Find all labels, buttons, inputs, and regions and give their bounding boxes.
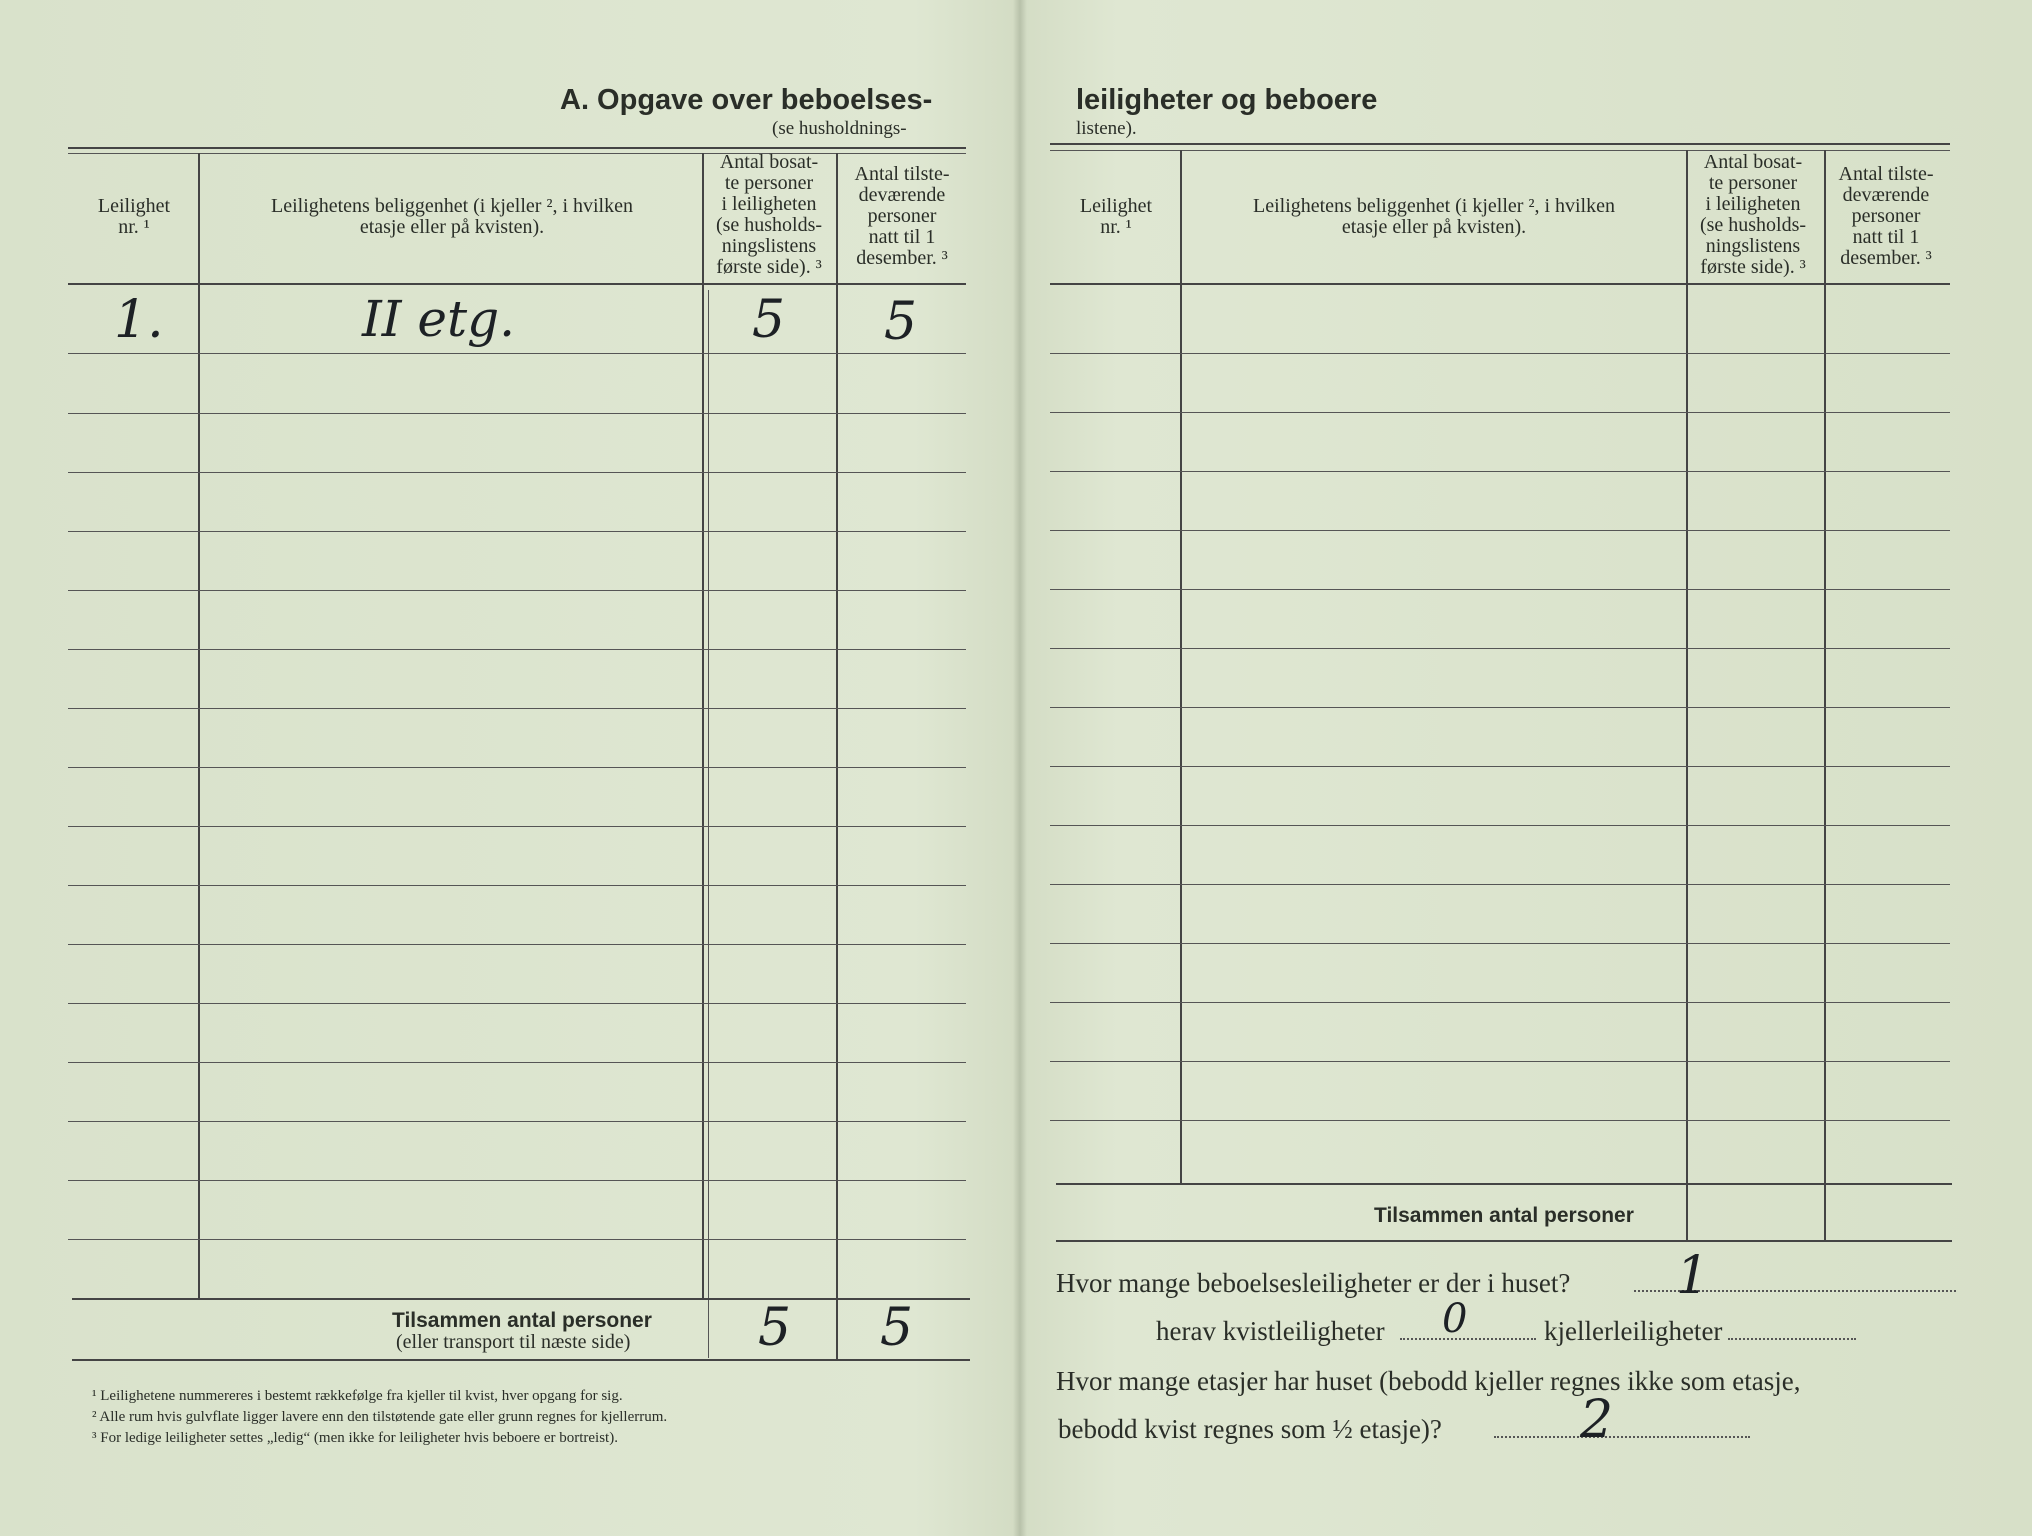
left-header-rule	[68, 283, 966, 285]
left-row-rule	[68, 413, 966, 414]
right-bottom-rule	[1056, 1240, 1952, 1242]
row-1-location: II etg.	[362, 290, 515, 348]
left-top-rule	[68, 147, 966, 149]
answer-line-cellar	[1728, 1338, 1856, 1340]
footnote-2: ² Alle rum hvis gulvflate ligger lavere enn den tilstøtende gate eller grunn regnes for kjellerrum.	[92, 1409, 668, 1425]
left-row-rule	[68, 1239, 966, 1240]
left-row-rule	[68, 1062, 966, 1063]
right-row-rule	[1050, 353, 1950, 354]
left-header-residents: Antal bosat- te personer i leiligheten (se husholds- ningslistens første side). ³	[715, 151, 823, 278]
answer-dwellings: 1	[1676, 1246, 1710, 1306]
left-total-sublabel: (eller transport til næste side)	[396, 1331, 631, 1353]
right-header-location: Leilighetens beliggenhet (i kjeller ², i hvilken etasje eller på kvisten).	[1252, 195, 1615, 238]
left-total-residents: 5	[758, 1298, 792, 1358]
right-row-rule	[1050, 943, 1950, 944]
answer-line-floors	[1494, 1436, 1750, 1438]
right-row-rule	[1050, 707, 1950, 708]
right-col-line-1	[1180, 150, 1182, 1183]
right-subtitle: listene).	[1076, 118, 1137, 139]
left-row-rule	[68, 353, 966, 354]
left-row-rule	[68, 472, 966, 473]
left-row-rule	[68, 767, 966, 768]
answer-attic-dwellings: 0	[1442, 1296, 1468, 1342]
left-header-nr: Leilighet nr. ¹	[97, 195, 171, 238]
right-row-rule	[1050, 1002, 1950, 1003]
footnote-1: ¹ Leilighetene nummereres i bestemt rækkefølge fra kjeller til kvist, hver opgang for sig.	[92, 1388, 623, 1404]
right-col-line-2	[1686, 150, 1688, 1242]
right-row-rule	[1050, 589, 1950, 590]
right-row-rule	[1050, 884, 1950, 885]
left-row-rule	[68, 590, 966, 591]
question-cellar-dwellings: kjellerleiligheter	[1544, 1316, 1723, 1346]
right-row-rule	[1050, 1061, 1950, 1062]
question-dwellings: Hvor mange beboelsesleiligheter er der i huset?	[1056, 1268, 1571, 1298]
right-col-line-3	[1824, 150, 1826, 1242]
question-floors-line2: bebodd kvist regnes som ½ etasje)?	[1058, 1414, 1442, 1444]
right-row-rule	[1050, 766, 1950, 767]
left-row-rule	[68, 944, 966, 945]
page-fold	[1013, 0, 1027, 1536]
right-top-rule-2	[1050, 150, 1950, 151]
right-header-nr: Leilighet nr. ¹	[1079, 195, 1153, 238]
left-header-present: Antal tilste- deværende personer natt til 1 desember. ³	[854, 163, 950, 269]
left-row-rule	[68, 826, 966, 827]
right-header-present: Antal tilste- deværende personer natt til 1 desember. ³	[1838, 163, 1934, 269]
left-title: A. Opgave over beboelses-	[560, 84, 933, 116]
right-title: leiligheter og beboere	[1076, 84, 1378, 116]
right-total-rule	[1056, 1183, 1952, 1185]
left-row-rule	[68, 649, 966, 650]
question-floors-line1: Hvor mange etasjer har huset (bebodd kjeller regnes ikke som etasje,	[1056, 1366, 1801, 1396]
left-col-line-1	[198, 153, 200, 1298]
right-top-rule	[1050, 143, 1950, 145]
left-col-line-2b	[708, 290, 709, 1358]
right-row-rule	[1050, 1120, 1950, 1121]
left-row-rule	[68, 1180, 966, 1181]
left-bottom-rule	[72, 1359, 970, 1361]
left-row-rule	[68, 708, 966, 709]
right-row-rule	[1050, 825, 1950, 826]
right-row-rule	[1050, 471, 1950, 472]
left-col-line-3	[836, 153, 838, 1359]
left-row-rule	[68, 1003, 966, 1004]
right-row-rule	[1050, 412, 1950, 413]
left-header-location: Leilighetens beliggenhet (i kjeller ², i hvilken etasje eller på kvisten).	[270, 195, 633, 238]
row-1-present: 5	[884, 292, 918, 352]
row-1-residents: 5	[752, 290, 786, 350]
answer-floors: 2	[1580, 1390, 1614, 1450]
footnote-3: ³ For ledige leiligheter settes „ledig“ (men ikke for leiligheter hvis beboere er bortreist).	[92, 1430, 618, 1446]
left-total-present: 5	[880, 1298, 914, 1358]
left-row-rule	[68, 1121, 966, 1122]
left-subtitle: (se husholdnings-	[772, 118, 907, 139]
row-1-nr: 1.	[114, 290, 164, 350]
right-row-rule	[1050, 648, 1950, 649]
left-row-rule	[68, 531, 966, 532]
left-total-label: Tilsammen antal personer	[392, 1309, 652, 1332]
left-total-rule	[72, 1298, 970, 1300]
right-row-rule	[1050, 530, 1950, 531]
answer-line-attic	[1400, 1338, 1536, 1340]
right-total-label: Tilsammen antal personer	[1374, 1204, 1634, 1227]
right-header-rule	[1050, 283, 1950, 285]
left-row-rule	[68, 885, 966, 886]
left-col-line-2	[702, 153, 704, 1298]
right-header-residents: Antal bosat- te personer i leiligheten (se husholds- ningslistens første side). ³	[1699, 151, 1807, 278]
question-attic-dwellings: herav kvistleiligheter	[1156, 1316, 1385, 1346]
